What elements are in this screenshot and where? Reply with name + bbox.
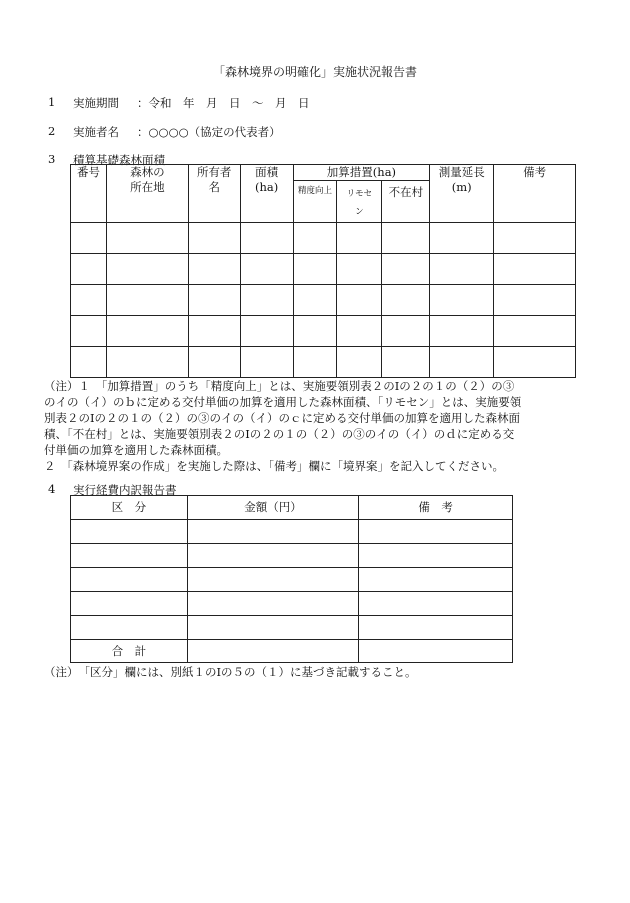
notes-section-3 — [44, 378, 584, 474]
cell[interactable] — [293, 316, 337, 347]
table-row — [71, 544, 513, 568]
cell[interactable] — [71, 285, 107, 316]
page-title: 「森林境界の明確化」実施状況報告書 — [212, 65, 417, 79]
header-remosen: リモセ ン — [337, 181, 382, 223]
cell[interactable] — [187, 568, 359, 592]
section-1-label: 実施期間 — [73, 96, 119, 110]
cell[interactable] — [188, 285, 240, 316]
cell[interactable] — [71, 568, 188, 592]
cell[interactable] — [359, 592, 513, 616]
note-line: 付単価の加算を適用した森林面積。 — [44, 443, 228, 457]
table-row — [71, 223, 576, 254]
note-line: 別表２のⅠの２の１の（２）の③のイの（イ）のｃに定める交付単価の加算を適用した森林面 — [44, 411, 521, 425]
cell[interactable] — [71, 347, 107, 378]
cell[interactable] — [494, 316, 576, 347]
table-row — [71, 285, 576, 316]
cell[interactable] — [187, 616, 359, 640]
table-row — [71, 347, 576, 378]
note-line: のイの（イ）のｂに定める交付単価の加算を適用した森林面積、「リモセン」とは、実施要領 — [44, 395, 522, 409]
header-location: 森林の 所在地 — [106, 165, 188, 223]
cell[interactable] — [359, 520, 513, 544]
cell[interactable] — [494, 285, 576, 316]
total-label: 合 計 — [71, 640, 188, 663]
cell[interactable] — [106, 223, 188, 254]
table-row — [71, 592, 513, 616]
cell[interactable] — [337, 285, 382, 316]
header-precision: 精度向上 — [293, 181, 337, 223]
table-row — [71, 568, 513, 592]
section-2-label: 実施者名 — [73, 125, 119, 139]
cell[interactable] — [187, 592, 359, 616]
cell[interactable] — [71, 520, 188, 544]
table-row — [71, 520, 513, 544]
section-4-number: 4 — [48, 482, 56, 496]
section-3-number: 3 — [48, 152, 56, 166]
cell[interactable] — [240, 254, 293, 285]
cell[interactable] — [71, 544, 188, 568]
header-survey: 測量延長 (m) — [430, 165, 494, 223]
cell[interactable] — [71, 254, 107, 285]
cell[interactable] — [430, 223, 494, 254]
table-row — [71, 254, 576, 285]
header-absent: 不在村 — [382, 181, 430, 223]
cell[interactable] — [188, 316, 240, 347]
cell[interactable] — [240, 347, 293, 378]
expense-table — [70, 495, 513, 663]
cell[interactable] — [382, 254, 430, 285]
note-line: ２ 「森林境界案の作成」を実施した際は、「備考」欄に「境界案」を記入してください。 — [44, 459, 504, 473]
note-line: （注）１ 「加算措置」のうち「精度向上」とは、実施要領別表２のⅠの２の１の（２）の③ — [44, 379, 515, 393]
cell[interactable] — [240, 285, 293, 316]
cell[interactable] — [240, 316, 293, 347]
cell[interactable] — [106, 254, 188, 285]
header-owner: 所有者 名 — [188, 165, 240, 223]
section-1-number: 1 — [48, 95, 56, 109]
cell[interactable] — [71, 592, 188, 616]
section-3-label: 積算基礎森林面積 — [73, 153, 165, 167]
header-expense-remarks: 備 考 — [359, 496, 513, 520]
cell[interactable] — [293, 254, 337, 285]
cell[interactable] — [337, 254, 382, 285]
cell[interactable] — [188, 223, 240, 254]
cell[interactable] — [382, 223, 430, 254]
total-amount-cell[interactable] — [187, 640, 359, 663]
header-remarks: 備考 — [494, 165, 576, 223]
cell[interactable] — [188, 347, 240, 378]
header-area: 面積 (ha) — [240, 165, 293, 223]
cell[interactable] — [337, 316, 382, 347]
cell[interactable] — [293, 347, 337, 378]
header-addition: 加算措置(ha) — [293, 165, 430, 181]
cell[interactable] — [430, 254, 494, 285]
header-amount: 金額（円） — [187, 496, 359, 520]
cell[interactable] — [382, 347, 430, 378]
cell[interactable] — [106, 316, 188, 347]
section-2-number: 2 — [48, 124, 56, 138]
cell[interactable] — [71, 316, 107, 347]
cell[interactable] — [359, 616, 513, 640]
cell[interactable] — [240, 223, 293, 254]
table-row — [71, 316, 576, 347]
cell[interactable] — [337, 223, 382, 254]
cell[interactable] — [187, 544, 359, 568]
cell[interactable] — [494, 347, 576, 378]
cell[interactable] — [430, 316, 494, 347]
cell[interactable] — [71, 223, 107, 254]
note-section-4: （注） 「区分」欄には、別紙１のⅠの５の（１）に基づき記載すること。 — [44, 665, 417, 679]
table-row — [71, 616, 513, 640]
cell[interactable] — [430, 347, 494, 378]
cell[interactable] — [494, 223, 576, 254]
total-remarks-cell[interactable] — [359, 640, 513, 663]
cell[interactable] — [337, 347, 382, 378]
section-2-value: ：○○○○（協定の代表者） — [137, 125, 281, 139]
cell[interactable] — [293, 285, 337, 316]
header-number: 番号 — [71, 165, 107, 223]
cell[interactable] — [430, 285, 494, 316]
cell[interactable] — [382, 285, 430, 316]
cell[interactable] — [106, 285, 188, 316]
cell[interactable] — [359, 544, 513, 568]
cell[interactable] — [106, 347, 188, 378]
cell[interactable] — [188, 254, 240, 285]
section-4-label: 実行経費内訳報告書 — [73, 483, 177, 497]
cell[interactable] — [71, 616, 188, 640]
cell[interactable] — [494, 254, 576, 285]
cell[interactable] — [359, 568, 513, 592]
cell[interactable] — [187, 520, 359, 544]
note-line: 積、「不在村」とは、実施要領別表２のⅠの２の１の（２）の③のイの（イ）のｄに定める交 — [44, 427, 515, 441]
cell[interactable] — [293, 223, 337, 254]
section-1-value: ：令和 年 月 日 ～ 月 日 — [137, 96, 310, 110]
forest-area-table — [70, 164, 576, 378]
cell[interactable] — [382, 316, 430, 347]
header-category: 区 分 — [71, 496, 188, 520]
